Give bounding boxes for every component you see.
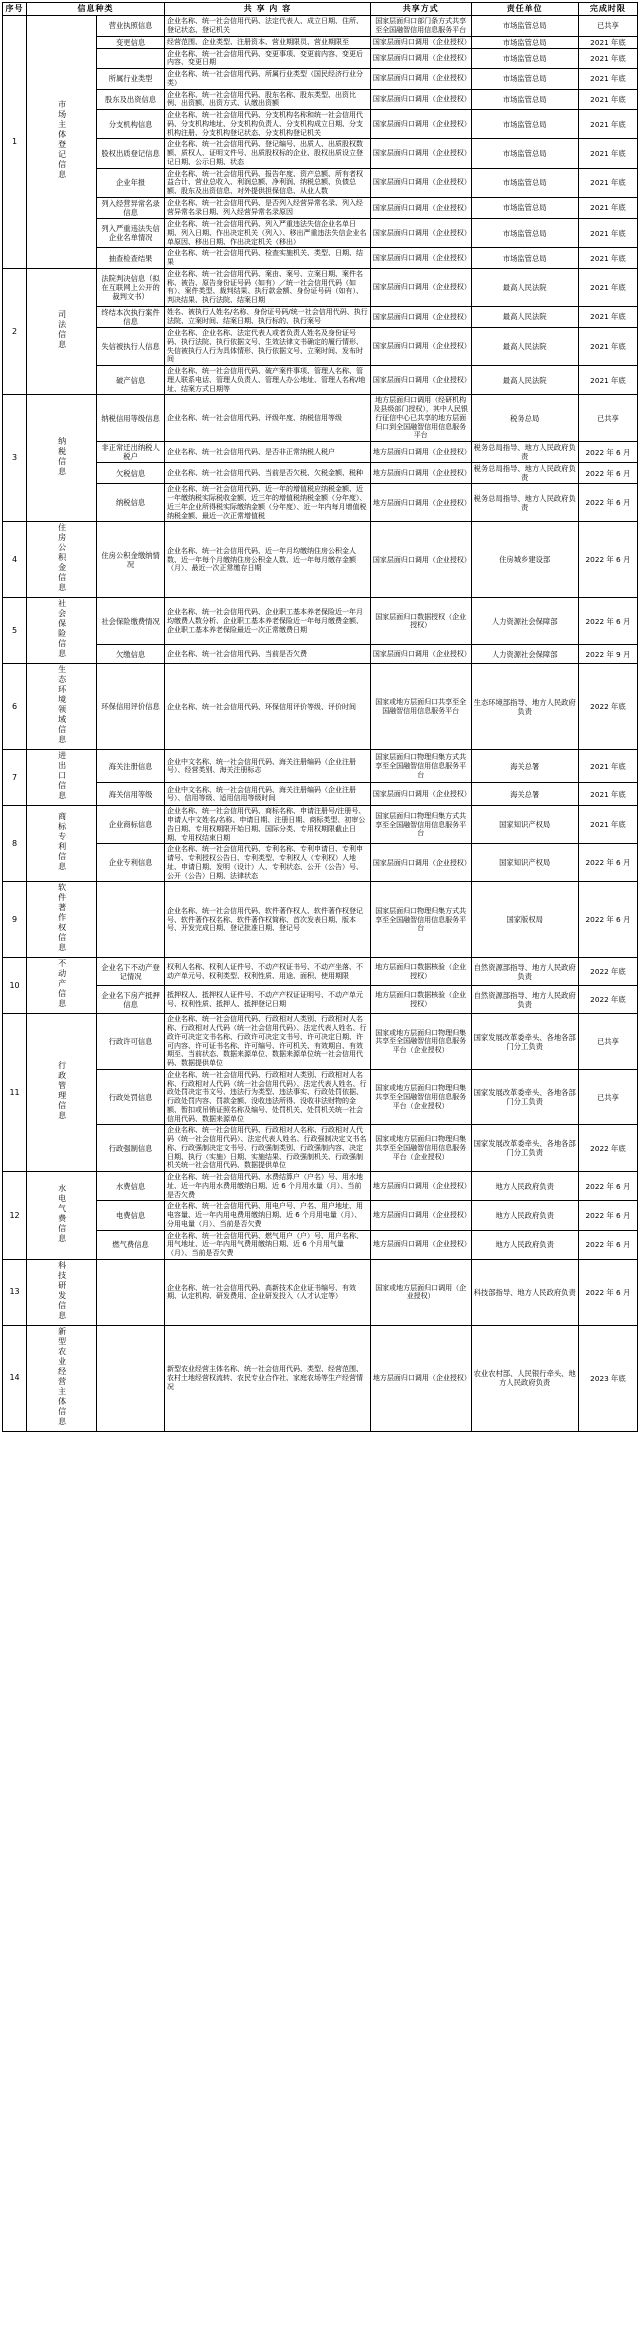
share-method: 地方层面归口数据核验（企业授权） <box>370 986 471 1014</box>
info-category: 科技研发信息 <box>27 1259 97 1325</box>
share-content: 企业名称、统一社会信用代码、行政相对人名称、行政相对人代码（统一社会信用代码）、法定代表人姓名、行政强制决定文书名称、行政强制决定文书号、行政强制类别、行政强制内容、决定日期、执行（实施）日期、实施结果、行政强制机关、行政强制机关统一社会信用代码、数据提供单位 <box>165 1125 371 1172</box>
responsible-unit: 市场监管总局 <box>471 69 578 90</box>
responsible-unit: 自然资源部指导、地方人民政府负责 <box>471 958 578 986</box>
deadline: 2022 年底 <box>578 664 637 750</box>
table-row <box>3 1230 638 1259</box>
deadline: 2022 年 6 月 <box>578 1172 637 1201</box>
deadline: 2022 年 6 月 <box>578 1230 637 1259</box>
deadline: 2022 年 6 月 <box>578 442 637 463</box>
deadline: 2022 年 6 月 <box>578 484 637 522</box>
responsible-unit: 国家发展改革委牵头、各地各部门分工负责 <box>471 1125 578 1172</box>
share-method: 地方层面归口调用（企业授权） <box>370 1325 471 1431</box>
deadline: 2022 年 6 月 <box>578 463 637 484</box>
share-content: 权利人名称、权利人证件号、不动产权证书号、不动产坐落、不动产单元号、权利类型、权利性质、用途、面积、使用期限 <box>165 958 371 986</box>
responsible-unit: 科技部指导、地方人民政府负责 <box>471 1259 578 1325</box>
deadline: 2021 年底 <box>578 366 637 395</box>
deadline: 已共享 <box>578 395 637 442</box>
share-content: 企业名称、统一社会信用代码、燃气用户（户）号、用户名称、用气地址、近一年内用气费用缴纳日期、近 6 个月用气量（月）、当前是否欠费 <box>165 1230 371 1259</box>
share-method: 地方层面归口调用（企业授权） <box>370 1172 471 1201</box>
share-content: 企业名称、统一社会信用代码、法定代表人、成立日期、住所、登记状态、登记机关 <box>165 16 371 37</box>
responsible-unit: 国家发展改革委牵头、各地各部门分工负责 <box>471 1014 578 1070</box>
share-content: 企业名称、统一社会信用代码、行政相对人类别、行政相对人名称、行政相对人代码（统一社会信用代码）、法定代表人姓名、行政许可决定文书名称、行政许可决定文书号、许可决定日期、许可内容、许可证书名称、许可编号、许可机关、有效期自、有效期至、当前状态、数据来源单位、数据来源单位统一社会信用代码、数据提供单位 <box>165 1014 371 1070</box>
info-category: 司法信息 <box>27 268 97 394</box>
info-subtype: 企业年报 <box>97 168 165 197</box>
responsible-unit: 地方人民政府负责 <box>471 1201 578 1230</box>
table-row <box>3 1069 638 1125</box>
info-subtype: 股东及出资信息 <box>97 89 165 110</box>
info-category: 市场主体登记信息 <box>27 16 97 269</box>
row-number: 13 <box>3 1259 27 1325</box>
row-number: 5 <box>3 598 27 664</box>
share-content: 企业名称、统一社会信用代码、企业职工基本养老保险近一年月均缴费人数分析、企业职工基本养老保险近一年每月缴费金额、企业职工基本养老保险最近一次正常缴费日期 <box>165 598 371 645</box>
responsible-unit: 市场监管总局 <box>471 219 578 248</box>
responsible-unit: 税务总局指导、地方人民政府负责 <box>471 463 578 484</box>
row-number: 11 <box>3 1014 27 1172</box>
share-content: 企业中文名称、统一社会信用代码、海关注册编码（企业注册号）、信用等级、适用信用等级时间 <box>165 783 371 806</box>
share-method: 国家层面归口物理归集方式共享至全国融智信用信息服务平台 <box>370 882 471 958</box>
info-subtype: 所属行业类型 <box>97 69 165 90</box>
table-row <box>3 395 638 442</box>
responsible-unit: 海关总署 <box>471 750 578 783</box>
responsible-unit: 市场监管总局 <box>471 110 578 139</box>
row-number: 3 <box>3 395 27 522</box>
responsible-unit: 税务总局指导、地方人民政府负责 <box>471 442 578 463</box>
info-category: 新型农业经营主体信息 <box>27 1325 97 1431</box>
share-method: 国家或地方层面归口调用（企业授权） <box>370 1259 471 1325</box>
share-method: 国家层面归口调用（企业授权） <box>370 110 471 139</box>
share-method: 国家层面归口调用（企业授权） <box>370 306 471 327</box>
info-subtype: 营业执照信息 <box>97 16 165 37</box>
info-subtype: 列入经营异常名录信息 <box>97 197 165 218</box>
deadline: 2021 年底 <box>578 89 637 110</box>
table-row <box>3 664 638 750</box>
row-number: 9 <box>3 882 27 958</box>
share-method: 国家层面归口调用（企业授权） <box>370 89 471 110</box>
info-subtype: 破产信息 <box>97 366 165 395</box>
share-content: 企业名称、统一社会信用代码、软件著作权人、软件著作权登记号、软件著作权名称、软件著作权简称、首次发表日期、版本号、开发完成日期、登记批准日期、登记号 <box>165 882 371 958</box>
info-subtype: 行政强制信息 <box>97 1125 165 1172</box>
info-category: 商标专利信息 <box>27 806 97 882</box>
responsible-unit: 海关总署 <box>471 783 578 806</box>
table-row <box>3 442 638 463</box>
deadline: 2021 年底 <box>578 783 637 806</box>
info-subtype: 纳税信息 <box>97 484 165 522</box>
share-content: 企业名称、统一社会信用代码、高新技术企业证书编号、有效期、认定机构、研发费用、企业研发投入（人才认定等） <box>165 1259 371 1325</box>
share-method: 国家层面归口调用（企业授权） <box>370 139 471 168</box>
responsible-unit: 国家发展改革委牵头、各地各部门分工负责 <box>471 1069 578 1125</box>
table-row <box>3 1201 638 1230</box>
table-row <box>3 986 638 1014</box>
deadline: 2022 年 6 月 <box>578 844 637 882</box>
table-row <box>3 268 638 306</box>
table-row <box>3 1259 638 1325</box>
info-subtype: 企业商标信息 <box>97 806 165 844</box>
responsible-unit: 人力资源社会保障部 <box>471 598 578 645</box>
share-method: 国家层面归口调用（企业授权） <box>370 522 471 598</box>
share-method: 国家层面归口部门条方式共享至全国融智信用信息服务平台 <box>370 16 471 37</box>
row-number: 4 <box>3 522 27 598</box>
share-content: 企业名称、统一社会信用代码、当前是否欠费 <box>165 645 371 664</box>
info-category: 生态环境领域信息 <box>27 664 97 750</box>
share-method: 国家层面归口调用（企业授权） <box>370 168 471 197</box>
share-content: 企业名称、统一社会信用代码、列入严重违法失信企业名单日期、列入日期、作出决定机关（列入）、移出严重违法失信企业名单原因、移出日期、作出决定机关（移出） <box>165 219 371 248</box>
share-content: 企业名称、统一社会信用代码、是否列入经营异常名录、列入经营异常名录日期、列入经营异常名录原因 <box>165 197 371 218</box>
info-category: 不动产信息 <box>27 958 97 1014</box>
deadline: 2021 年底 <box>578 139 637 168</box>
share-method: 地方层面归口调用（企业授权） <box>370 484 471 522</box>
share-method: 地方层面归口调用（经研机构及县级部门授权），其中人民银行征信中心已共享的地方层面归口到全国融智信用信息服务平台 <box>370 395 471 442</box>
share-method: 国家层面归口物理归集方式共享至全国融智信用信息服务平台 <box>370 750 471 783</box>
share-content: 企业名称、统一社会信用代码、水费结算户（户名）号、用水地址、近一年内用水费用缴纳日期、近 6 个月用水量（月）、当前是否欠费 <box>165 1172 371 1201</box>
share-method: 国家层面归口调用（企业授权） <box>370 645 471 664</box>
share-method: 国家层面归口调用（企业授权） <box>370 783 471 806</box>
table-row <box>3 48 638 69</box>
document-page <box>0 2 640 1432</box>
deadline: 2022 年 6 月 <box>578 598 637 645</box>
responsible-unit: 生态环境部指导、地方人民政府负责 <box>471 664 578 750</box>
responsible-unit: 国家知识产权局 <box>471 806 578 844</box>
info-subtype: 海关信用等级 <box>97 783 165 806</box>
info-subtype: 企业名下房产抵押信息 <box>97 986 165 1014</box>
table-row <box>3 806 638 844</box>
info-subtype: 电费信息 <box>97 1201 165 1230</box>
table-row <box>3 366 638 395</box>
deadline: 2021 年底 <box>578 219 637 248</box>
responsible-unit: 农业农村部、人民银行牵头、地方人民政府负责 <box>471 1325 578 1431</box>
info-subtype: 住房公积金缴纳情况 <box>97 522 165 598</box>
info-category: 纳税信息 <box>27 395 97 522</box>
deadline: 2021 年底 <box>578 48 637 69</box>
info-subtype: 非正常迁出纳税人税户 <box>97 442 165 463</box>
share-method: 地方层面归口调用（企业授权） <box>370 442 471 463</box>
table-row <box>3 463 638 484</box>
header-way: 共享方式 <box>370 3 471 16</box>
table-row <box>3 306 638 327</box>
responsible-unit: 市场监管总局 <box>471 197 578 218</box>
share-method: 国家或地方层面归口物理归集共享至全国融智信用信息服务平台（企业授权） <box>370 1069 471 1125</box>
responsible-unit: 住房城乡建设部 <box>471 522 578 598</box>
table-row <box>3 36 638 48</box>
share-content: 企业名称、统一社会信用代码、用电户号、户名、用户地址、用电容量、近一年内用电费用缴纳日期、近 6 个月用电量（月）、分用电量（月）、当前是否欠费 <box>165 1201 371 1230</box>
share-content: 企业名称、统一社会信用代码、环保信用评价等级、评价时间 <box>165 664 371 750</box>
deadline: 2022 年 6 月 <box>578 522 637 598</box>
responsible-unit: 市场监管总局 <box>471 248 578 269</box>
responsible-unit: 人力资源社会保障部 <box>471 645 578 664</box>
share-method: 国家层面归口调用（企业授权） <box>370 197 471 218</box>
responsible-unit: 市场监管总局 <box>471 139 578 168</box>
share-content: 企业名称、统一社会信用代码、破产案件事项、管理人名称、管理人联系电话、管理人负责人、管理人办公地址、管理人名称/地址、结案方式日期等 <box>165 366 371 395</box>
deadline: 2021 年底 <box>578 197 637 218</box>
deadline: 2021 年底 <box>578 306 637 327</box>
info-subtype: 水费信息 <box>97 1172 165 1201</box>
info-subtype: 海关注册信息 <box>97 750 165 783</box>
share-method: 国家或地方层面归口物理归集共享至全国融智信用信息服务平台（企业授权） <box>370 1125 471 1172</box>
deadline: 已共享 <box>578 1014 637 1070</box>
row-number: 14 <box>3 1325 27 1431</box>
share-method: 国家层面归口调用（企业授权） <box>370 36 471 48</box>
share-content: 企业名称、统一社会信用代码、案由、案号、立案日期、案件名称、被告、原告身份证号码（如有）／统一社会信用代码（如有）、案件类型、裁判结果、执行款金额、身份证号码（如有）、判决结果、执行法院、结案日期 <box>165 268 371 306</box>
info-subtype: 欠缴信息 <box>97 645 165 664</box>
responsible-unit: 最高人民法院 <box>471 328 578 366</box>
row-number: 2 <box>3 268 27 394</box>
table-row <box>3 248 638 269</box>
info-subtype: 纳税信用等级信息 <box>97 395 165 442</box>
table-body <box>3 16 638 1432</box>
info-subtype: 行政许可信息 <box>97 1014 165 1070</box>
share-method: 地方层面归口调用（企业授权） <box>370 463 471 484</box>
share-content: 企业名称、统一社会信用代码、检查实施机关、类型、日期、结果 <box>165 248 371 269</box>
table-row <box>3 139 638 168</box>
table-row <box>3 197 638 218</box>
responsible-unit: 市场监管总局 <box>471 89 578 110</box>
table-row <box>3 110 638 139</box>
share-content: 企业名称、统一社会信用代码、变更事项、变更前内容、变更后内容、变更日期 <box>165 48 371 69</box>
deadline: 2022 年 6 月 <box>578 1201 637 1230</box>
responsible-unit: 地方人民政府负责 <box>471 1172 578 1201</box>
responsible-unit: 市场监管总局 <box>471 48 578 69</box>
share-content: 企业名称、统一社会信用代码、评级年度、纳税信用等级 <box>165 395 371 442</box>
share-content: 企业名称、统一社会信用代码、报告年度、资产总额、所有者权益合计、营业总收入、利润总额、净利润、纳税总额、负债总额、股东及出资信息、对外提供担保信息、从业人数 <box>165 168 371 197</box>
table-row <box>3 750 638 783</box>
share-content: 企业名称、企业名称、法定代表人或者负责人姓名及身份证号码、执行法院、执行依据文号、生效法律文书确定的履行情形、失信被执行人行为具体情形、执行依据文号、立案时间、发布时间 <box>165 328 371 366</box>
table-row <box>3 882 638 958</box>
row-number: 8 <box>3 806 27 882</box>
share-method: 国家层面归口调用（企业授权） <box>370 844 471 882</box>
share-content: 企业中文名称、统一社会信用代码、海关注册编码（企业注册号）、经营类别、海关注册标志 <box>165 750 371 783</box>
table-row <box>3 844 638 882</box>
deadline: 2021 年底 <box>578 248 637 269</box>
share-method: 国家或地方层面归口物理归集共享至全国融智信用信息服务平台（企业授权） <box>370 1014 471 1070</box>
deadline: 2021 年底 <box>578 168 637 197</box>
share-content: 新型农业经营主体名称、统一社会信用代码、类型、经营范围、农村土地经营权流转、农民专业合作社、家庭农场等生产经营情况 <box>165 1325 371 1431</box>
table-row <box>3 1325 638 1431</box>
information-sharing-table <box>2 2 638 1432</box>
share-content: 企业名称、统一社会信用代码、所属行业类型（国民经济行业分类） <box>165 69 371 90</box>
info-subtype: 分支机构信息 <box>97 110 165 139</box>
responsible-unit: 市场监管总局 <box>471 16 578 37</box>
share-method: 国家层面归口调用（企业授权） <box>370 328 471 366</box>
row-number: 1 <box>3 16 27 269</box>
info-subtype <box>97 1325 165 1431</box>
deadline: 2021 年底 <box>578 328 637 366</box>
share-content: 姓名、被执行人姓名/名称、身份证号码/统一社会信用代码、执行法院、立案时间、结案日期、执行标的、执行案号 <box>165 306 371 327</box>
deadline: 已共享 <box>578 16 637 37</box>
responsible-unit: 自然资源部指导、地方人民政府负责 <box>471 986 578 1014</box>
responsible-unit: 最高人民法院 <box>471 366 578 395</box>
row-number: 6 <box>3 664 27 750</box>
info-category: 住房公积金信息 <box>27 522 97 598</box>
responsible-unit: 国家版权局 <box>471 882 578 958</box>
info-category: 行政管理信息 <box>27 1014 97 1172</box>
header-content: 共 享 内 容 <box>165 3 371 16</box>
info-category: 社会保险信息 <box>27 598 97 664</box>
share-method: 地方层面归口调用（企业授权） <box>370 1201 471 1230</box>
share-method: 国家层面归口物理归集方式共享至全国融智信用信息服务平台 <box>370 806 471 844</box>
info-subtype: 欠税信息 <box>97 463 165 484</box>
info-subtype: 企业专利信息 <box>97 844 165 882</box>
table-row <box>3 645 638 664</box>
table-row <box>3 1172 638 1201</box>
table-row <box>3 958 638 986</box>
info-category: 软件著作权信息 <box>27 882 97 958</box>
info-subtype: 股权出质登记信息 <box>97 139 165 168</box>
header-type: 信息种类 <box>27 3 165 16</box>
deadline: 2022 年底 <box>578 986 637 1014</box>
share-method: 地方层面归口数据核验（企业授权） <box>370 958 471 986</box>
share-content: 抵押权人、抵押权人证件号、不动产产权证证明号、不动产单元号、权利性质、抵押人、抵押登记日期 <box>165 986 371 1014</box>
deadline: 已共享 <box>578 1069 637 1125</box>
responsible-unit: 市场监管总局 <box>471 168 578 197</box>
table-row <box>3 1014 638 1070</box>
row-number: 12 <box>3 1172 27 1260</box>
responsible-unit: 地方人民政府负责 <box>471 1230 578 1259</box>
info-subtype: 变更信息 <box>97 36 165 48</box>
deadline: 2021 年底 <box>578 750 637 783</box>
table-row <box>3 783 638 806</box>
deadline: 2021 年底 <box>578 268 637 306</box>
share-method: 国家层面归口调用（企业授权） <box>370 248 471 269</box>
info-category: 水电气费信息 <box>27 1172 97 1260</box>
row-number: 7 <box>3 750 27 806</box>
share-content: 企业名称、统一社会信用代码、是否非正常纳税人税户 <box>165 442 371 463</box>
share-content: 企业名称、统一社会信用代码、行政相对人类别、行政相对人名称、行政相对人代码（统一社会信用代码）、法定代表人姓名、行政处罚决定书文号、违法行为类型、违法事实、行政处罚依据、行政处罚内容、罚款金额、没收违法所得、没收非法财物的金额、暂扣或吊销证照名称及编号、处罚机关、处罚机关统一社会信用代码、数据来源单位 <box>165 1069 371 1125</box>
responsible-unit: 税务总局 <box>471 395 578 442</box>
deadline: 2021 年底 <box>578 110 637 139</box>
responsible-unit: 最高人民法院 <box>471 268 578 306</box>
share-method: 国家层面归口调用（企业授权） <box>370 219 471 248</box>
table-row <box>3 522 638 598</box>
deadline: 2021 年底 <box>578 36 637 48</box>
share-content: 企业名称、统一社会信用代码、商标名称、申请注册号/注册号、申请人中文姓名/名称、申请日期、注册日期、商标类型、初审公告日期、专用权期限开始日期、国际分类、专用权期限截止日期、专用权结束日期 <box>165 806 371 844</box>
table-row <box>3 598 638 645</box>
header-dept: 责任单位 <box>471 3 578 16</box>
share-content: 企业名称、统一社会信用代码、近一年月均缴纳住房公积金人数、近一年每个月缴纳住房公积金人数、近一年每月缴存金额（月）、最近一次正常缴存日期 <box>165 522 371 598</box>
deadline: 2022 年 9 月 <box>578 645 637 664</box>
info-subtype <box>97 48 165 69</box>
deadline: 2022 年 6 月 <box>578 882 637 958</box>
header-num: 序号 <box>3 3 27 16</box>
deadline: 2022 年底 <box>578 1125 637 1172</box>
info-subtype: 行政处罚信息 <box>97 1069 165 1125</box>
share-content: 企业名称、统一社会信用代码、股东名称、股东类型、出资比例、出资额、出资方式、认缴出资额 <box>165 89 371 110</box>
deadline: 2022 年底 <box>578 958 637 986</box>
table-row <box>3 89 638 110</box>
table-row <box>3 69 638 90</box>
table-row <box>3 1125 638 1172</box>
info-subtype: 列入严重违法失信企业名单情况 <box>97 219 165 248</box>
table-row <box>3 219 638 248</box>
share-method: 国家或地方层面归口共享至全国融智信用信息服务平台 <box>370 664 471 750</box>
table-row <box>3 328 638 366</box>
responsible-unit: 税务总局指导、地方人民政府负责 <box>471 484 578 522</box>
share-method: 国家层面归口调用（企业授权） <box>370 366 471 395</box>
info-subtype: 失信被执行人信息 <box>97 328 165 366</box>
deadline: 2021 年底 <box>578 806 637 844</box>
table-row <box>3 484 638 522</box>
share-content: 企业名称、统一社会信用代码、登记编号、出质人、出质股权数额、质权人、证明文件号、出质股权标的企业、股权出质设立登记日期、公示日期、状态 <box>165 139 371 168</box>
share-content: 企业名称、统一社会信用代码、专利名称、专利申请日、专利申请号、专利授权公告日、专利类型、专利权人（专利权）人地址、申请日期、发明（设计）人、专利状态、公开（公告）号、公开（公告）日期、法律状态 <box>165 844 371 882</box>
info-subtype <box>97 882 165 958</box>
info-subtype: 环保信用评价信息 <box>97 664 165 750</box>
info-subtype: 燃气费信息 <box>97 1230 165 1259</box>
responsible-unit: 最高人民法院 <box>471 306 578 327</box>
table-row <box>3 16 638 37</box>
info-subtype <box>97 1259 165 1325</box>
share-method: 国家层面归口调用（企业授权） <box>370 48 471 69</box>
share-content: 企业名称、统一社会信用代码、近一年的增值税应纳税金额、近一年缴纳税实际税收金额、近三年的增值税纳税金额（分年度）、近三年企业所得税实际缴纳金额（分年度）、近一年内每月增值税纳税金额、最近一次正常增值税 <box>165 484 371 522</box>
deadline: 2023 年底 <box>578 1325 637 1431</box>
row-number: 10 <box>3 958 27 1014</box>
info-subtype: 社会保险缴费情况 <box>97 598 165 645</box>
share-content: 企业名称、统一社会信用代码、当前是否欠税、欠税金额、税种 <box>165 463 371 484</box>
deadline: 2021 年底 <box>578 69 637 90</box>
header-time: 完成时限 <box>578 3 637 16</box>
share-method: 国家层面归口数据授权（企业授权） <box>370 598 471 645</box>
info-subtype: 终结本次执行案件信息 <box>97 306 165 327</box>
responsible-unit: 市场监管总局 <box>471 36 578 48</box>
info-subtype: 法院判决信息（拟在互联网上公开的裁判文书） <box>97 268 165 306</box>
info-subtype: 抽查检查结果 <box>97 248 165 269</box>
share-method: 国家层面归口调用（企业授权） <box>370 268 471 306</box>
info-category: 进出口信息 <box>27 750 97 806</box>
info-subtype: 企业名下不动产登记情况 <box>97 958 165 986</box>
deadline: 2022 年 6 月 <box>578 1259 637 1325</box>
table-row <box>3 168 638 197</box>
share-content: 经营范围、企业类型、注册资本、营业期限员、营业期限至 <box>165 36 371 48</box>
table-header-row <box>3 3 638 16</box>
share-method: 国家层面归口调用（企业授权） <box>370 69 471 90</box>
share-method: 地方层面归口调用（企业授权） <box>370 1230 471 1259</box>
responsible-unit: 国家知识产权局 <box>471 844 578 882</box>
share-content: 企业名称、统一社会信用代码、分支机构名称和统一社会信用代码、分支机构地址、分支机构负责人、分支机构成立日期、分支机构注册、分支机构登记状态、分支机构登记机关 <box>165 110 371 139</box>
